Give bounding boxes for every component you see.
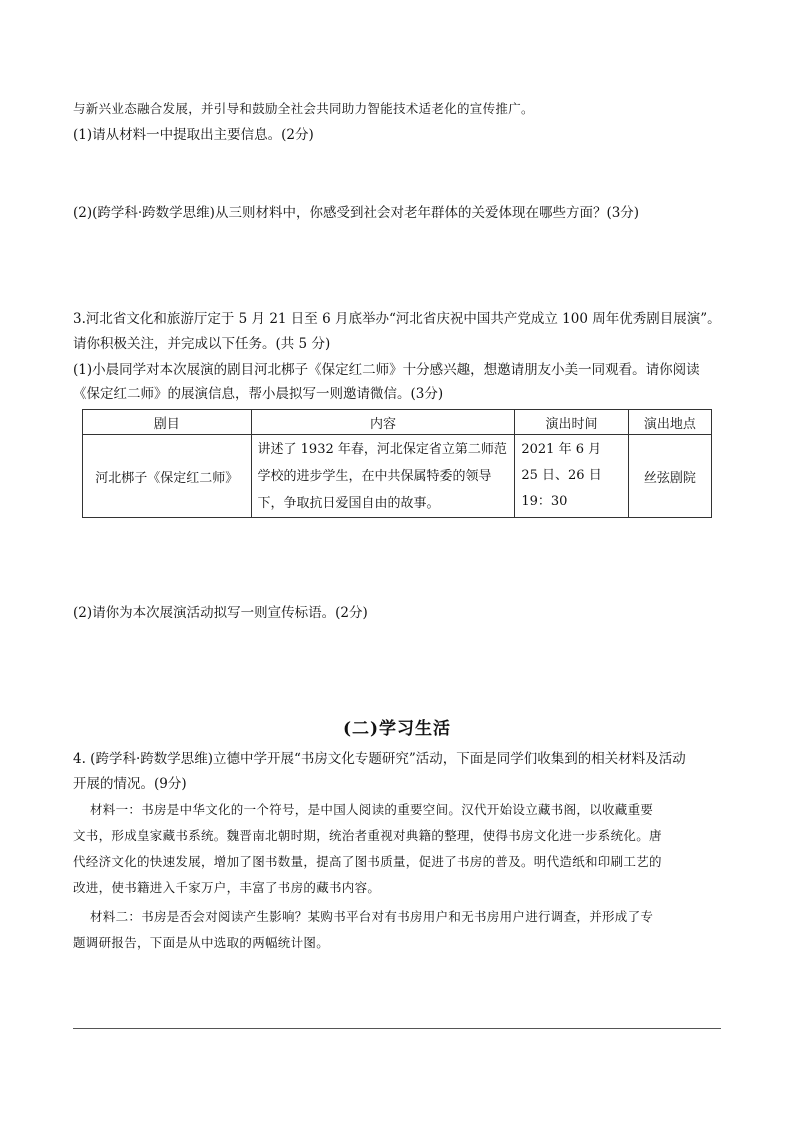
question-2-1: (1)请从材料一中提取出主要信息。(2分) <box>73 127 314 143</box>
header-content: 内容 <box>251 410 515 435</box>
cell-time: 2021 年 6 月 25 日、26 日 19：30 <box>515 435 628 518</box>
section-title: (二)学习生活 <box>342 719 452 739</box>
question-4-stem-line1: 4. (跨学科·跨数学思维)立德中学开展“书房文化专题研究”活动，下面是同学们收集到的相关材料及活动 <box>73 751 686 767</box>
question-4-stem-line2: 开展的情况。(9分) <box>73 776 187 792</box>
header-time: 演出时间 <box>515 410 628 435</box>
material-2-line2: 题调研报告，下面是从中选取的两幅统计图。 <box>73 935 330 950</box>
continued-text: 与新兴业态融合发展，并引导和鼓励全社会共同助力智能技术适老化的宣传推广。 <box>73 101 534 116</box>
question-3-1-line1: (1)小晨同学对本次展演的剧目河北梆子《保定红二师》十分感兴趣，想邀请朋友小美一同观看。请你阅读 <box>73 362 700 378</box>
cell-content: 讲述了 1932 年春，河北保定省立第二师范学校的进步学生，在中共保属特委的领导下，争取抗日爱国自由的故事。 <box>251 435 515 518</box>
material-2-line1: 材料二：书房是否会对阅读产生影响？某购书平台对有书房用户和无书房用户进行调查，并形成了专 <box>90 909 654 924</box>
cell-play: 河北梆子《保定红二师》 <box>83 435 252 518</box>
question-3-1-line2: 《保定红二师》的展演信息，帮小晨拟写一则邀请微信。(3分) <box>73 386 444 402</box>
performance-info-table <box>82 409 712 518</box>
material-1-line1: 材料一：书房是中华文化的一个符号，是中国人阅读的重要空间。汉代开始设立藏书阁，以收藏重要 <box>90 802 654 817</box>
question-3-stem-line2: 请你积极关注，并完成以下任务。(共 5 分) <box>73 336 331 352</box>
table-header-row <box>83 410 712 435</box>
material-1-line4: 改进，使书籍进入千家万户，丰富了书房的藏书内容。 <box>73 880 381 895</box>
table-row <box>83 435 712 518</box>
header-venue: 演出地点 <box>628 410 711 435</box>
question-3-stem-line1: 3.河北省文化和旅游厅定于 5 月 21 日至 6 月底举办“河北省庆祝中国共产党成立 100 周年优秀剧目展演”。 <box>73 311 721 327</box>
material-1-line2: 文书，形成皇家藏书系统。魏晋南北朝时期，统治者重视对典籍的整理，使得书房文化进一步系统化。唐 <box>73 828 662 843</box>
material-1-line3: 代经济文化的快速发展，增加了图书数量，提高了图书质量，促进了书房的普及。明代造纸和印刷工艺的 <box>73 854 662 869</box>
cell-venue: 丝弦剧院 <box>628 435 711 518</box>
question-3-2: (2)请你为本次展演活动拟写一则宣传标语。(2分) <box>73 605 368 621</box>
footer-divider <box>73 1028 721 1029</box>
question-2-2: (2)(跨学科·跨数学思维)从三则材料中，你感受到社会对老年群体的关爱体现在哪些方面？(3分) <box>73 205 640 221</box>
header-play: 剧目 <box>83 410 252 435</box>
